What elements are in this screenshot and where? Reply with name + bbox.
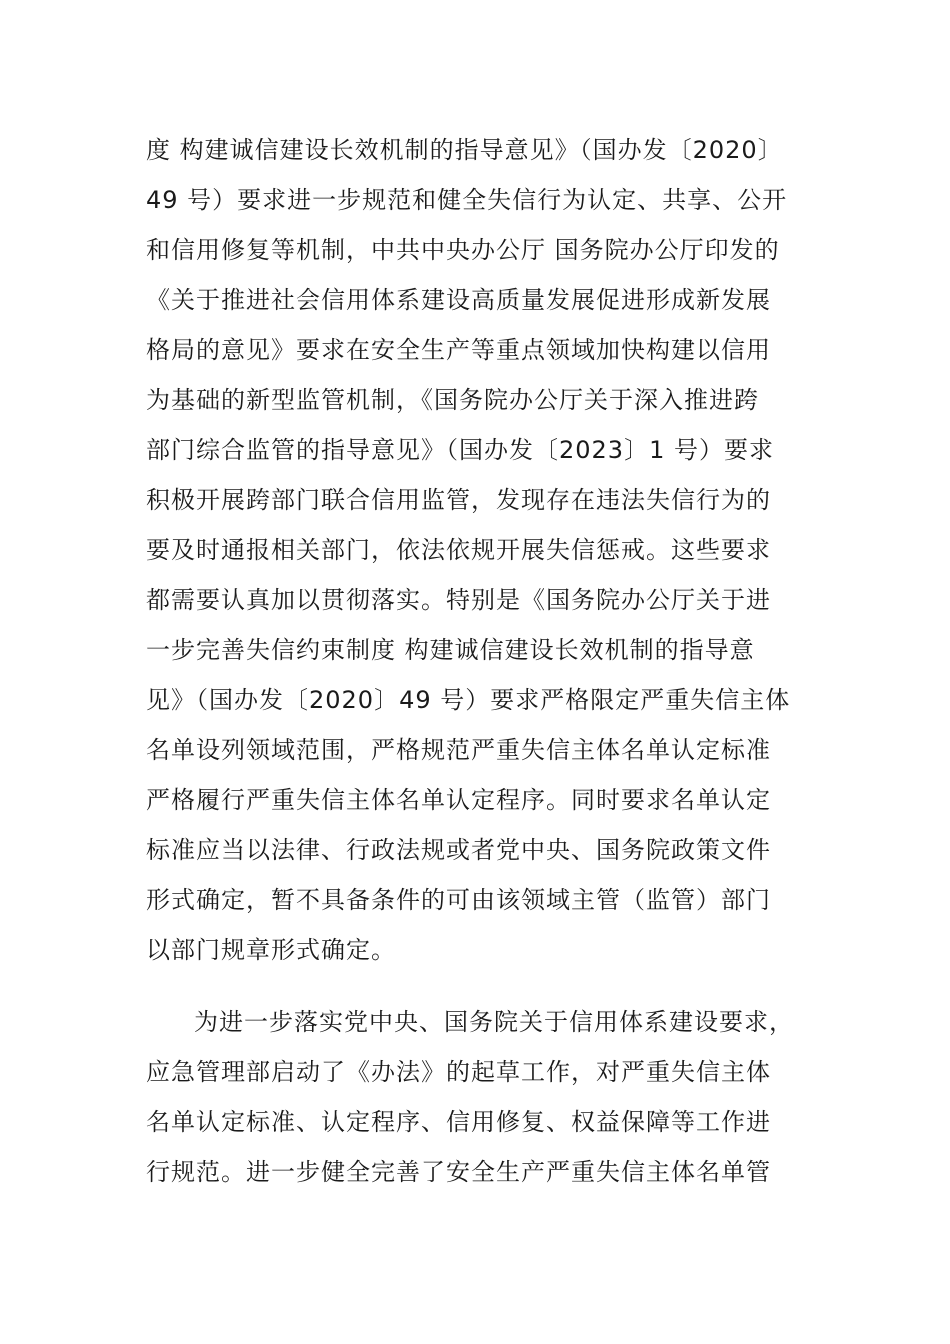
text-line: 格局的意见》要求在安全生产等重点领域加快构建以信用 [146, 336, 771, 364]
text-line: 度 构建诚信建设长效机制的指导意见》（国办发〔2020〕 [146, 136, 783, 164]
text-line: 应急管理部启动了《办法》的起草工作，对严重失信主体 [146, 1058, 771, 1086]
text-line: 形式确定，暂不具备条件的可由该领域主管（监管）部门 [146, 886, 771, 914]
paragraph-1 [146, 125, 826, 975]
text-line: 行规范。进一步健全完善了安全生产严重失信主体名单管 [146, 1158, 771, 1186]
text-line: 名单认定标准、认定程序、信用修复、权益保障等工作进 [146, 1108, 771, 1136]
text-line: 见》（国办发〔2020〕49 号）要求严格限定严重失信主体 [146, 686, 791, 714]
text-line: 为进一步落实党中央、国务院关于信用体系建设要求， [194, 1008, 794, 1036]
text-line: 部门综合监管的指导意见》（国办发〔2023〕1 号）要求 [146, 436, 774, 464]
text-line: 《关于推进社会信用体系建设高质量发展促进形成新发展 [146, 286, 771, 314]
paragraph-2 [146, 997, 826, 1197]
text-line: 都需要认真加以贯彻落实。特别是《国务院办公厅关于进 [146, 586, 771, 614]
text-line: 以部门规章形式确定。 [146, 936, 396, 964]
text-line: 积极开展跨部门联合信用监管，发现存在违法失信行为的 [146, 486, 771, 514]
text-line: 49 号）要求进一步规范和健全失信行为认定、共享、公开 [146, 186, 788, 214]
text-line: 严格履行严重失信主体名单认定程序。同时要求名单认定 [146, 786, 771, 814]
text-line: 名单设列领域范围，严格规范严重失信主体名单认定标准 [146, 736, 771, 764]
text-line: 要及时通报相关部门，依法依规开展失信惩戒。这些要求 [146, 536, 771, 564]
text-line: 一步完善失信约束制度 构建诚信建设长效机制的指导意 [146, 636, 755, 664]
text-line: 为基础的新型监管机制，《国务院办公厅关于深入推进跨 [146, 386, 759, 414]
text-line: 和信用修复等机制，中共中央办公厅 国务院办公厅印发的 [146, 236, 780, 264]
text-line: 标准应当以法律、行政法规或者党中央、国务院政策文件 [146, 836, 771, 864]
